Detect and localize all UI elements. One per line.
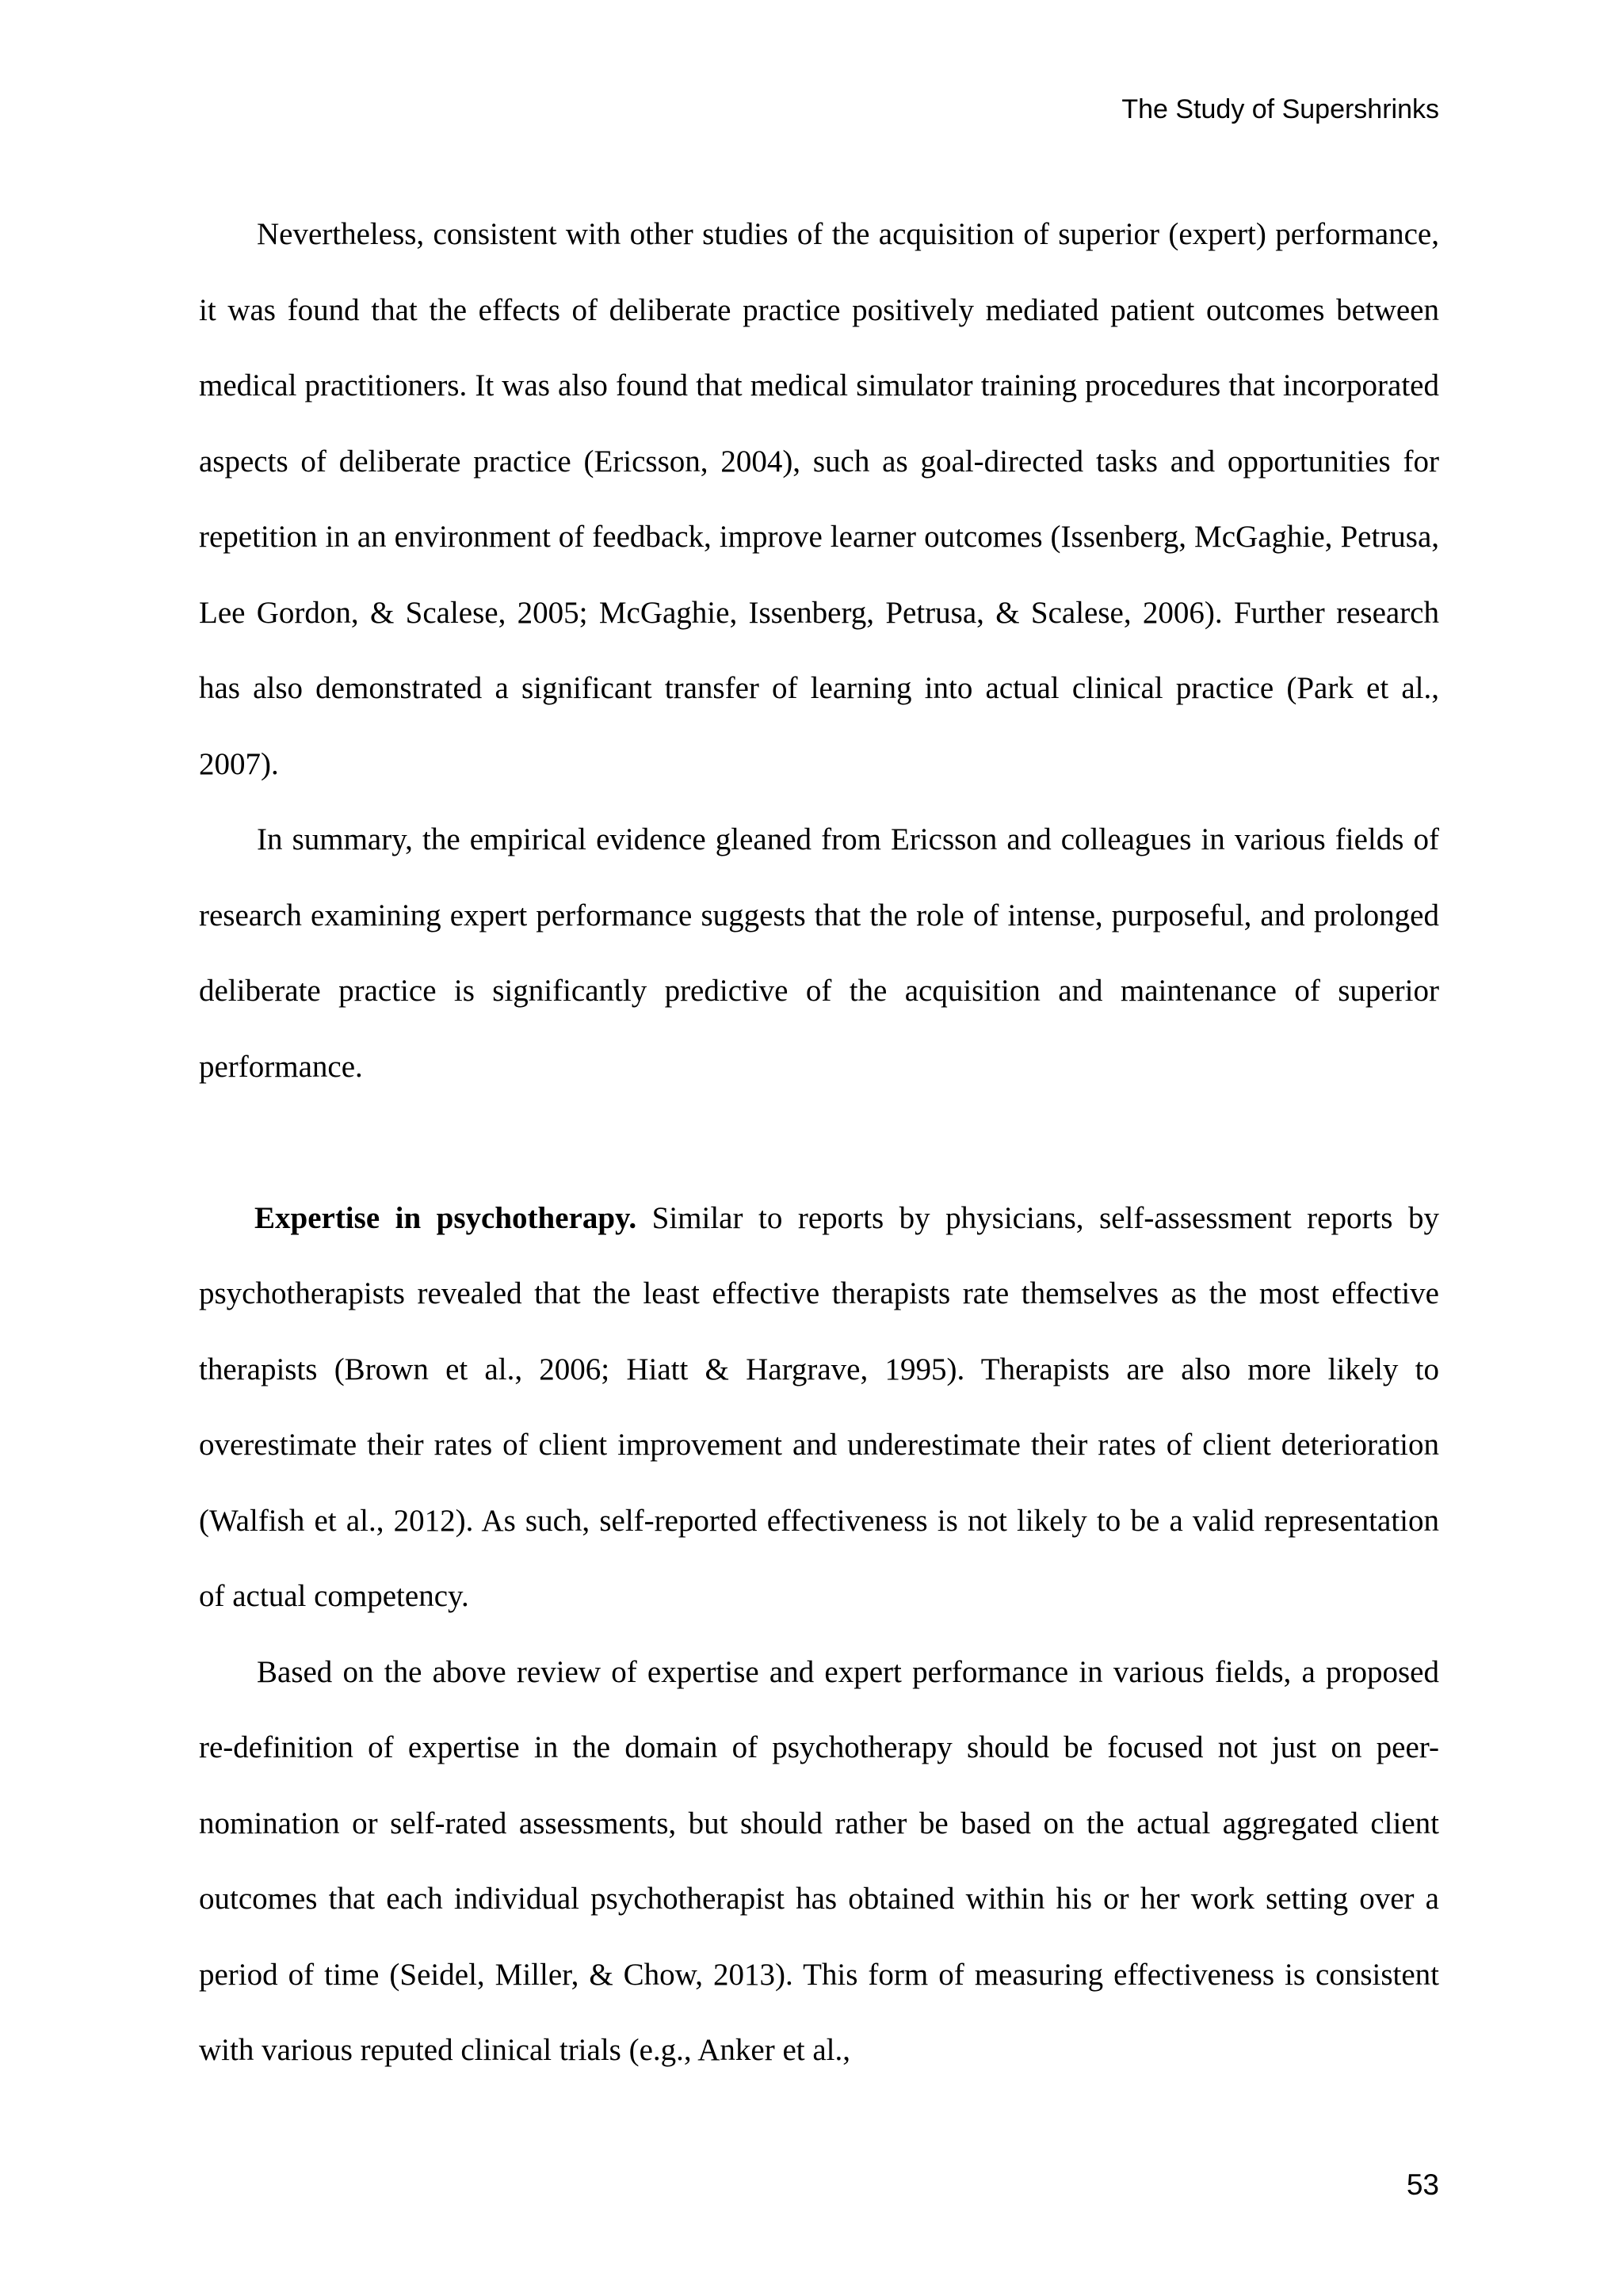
body-text xyxy=(199,196,1439,2088)
paragraph-expertise-in-psychotherapy xyxy=(199,1180,1439,1634)
section-lead-text: Similar to reports by physicians, self-assessment reports by psychotherapists revealed that the least effective therapists rate themselves as the most effective therapists (Brown et al., 2006; Hiatt & Hargrave, 1995). Therapists are also more likely to overestimate their rates of client improvement and underestimate their rates of client deterioration (Walfish et al., 2012). As such, self-reported effectiveness is not likely to be a valid representation of actual competency. xyxy=(199,1200,1439,1613)
paragraph-redefinition-of-expertise: Based on the above review of expertise and expert performance in various fields, a proposed re-definition of expertise in the domain of psychotherapy should be focused not just on peer-nomination or self-rated assessments, but should rather be based on the actual aggregated client outcomes that each individual psychotherapist has obtained within his or her work setting over a period of time (Seidel, Miller, & Chow, 2013). This form of measuring effectiveness is consistent with various reputed clinical trials (e.g., Anker et al., xyxy=(199,1654,1439,2067)
page-number: 53 xyxy=(1406,2168,1439,2201)
running-head: The Study of Supershrinks xyxy=(1121,94,1439,124)
paragraph-summary: In summary, the empirical evidence gleaned from Ericsson and colleagues in various fields of research examining expert performance suggests that the role of intense, purposeful, and prolonged deliberate practice is significantly predictive of the acquisition and maintenance of superior performance. xyxy=(199,822,1439,1084)
paragraph-deliberate-practice-medicine: Nevertheless, consistent with other studies of the acquisition of superior (expert) performance, it was found that the effects of deliberate practice positively mediated patient outcomes between medical practitioners. It was also found that medical simulator training procedures that incorporated aspects of deliberate practice (Ericsson, 2004), such as goal-directed tasks and opportunities for repetition in an environment of feedback, improve learner outcomes (Issenberg, McGaghie, Petrusa, Lee Gordon, & Scalese, 2005; McGaghie, Issenberg, Petrusa, & Scalese, 2006). Further research has also demonstrated a significant transfer of learning into actual clinical practice (Park et al., 2007). xyxy=(199,217,1439,781)
section-heading: Expertise in psychotherapy. xyxy=(254,1200,637,1235)
